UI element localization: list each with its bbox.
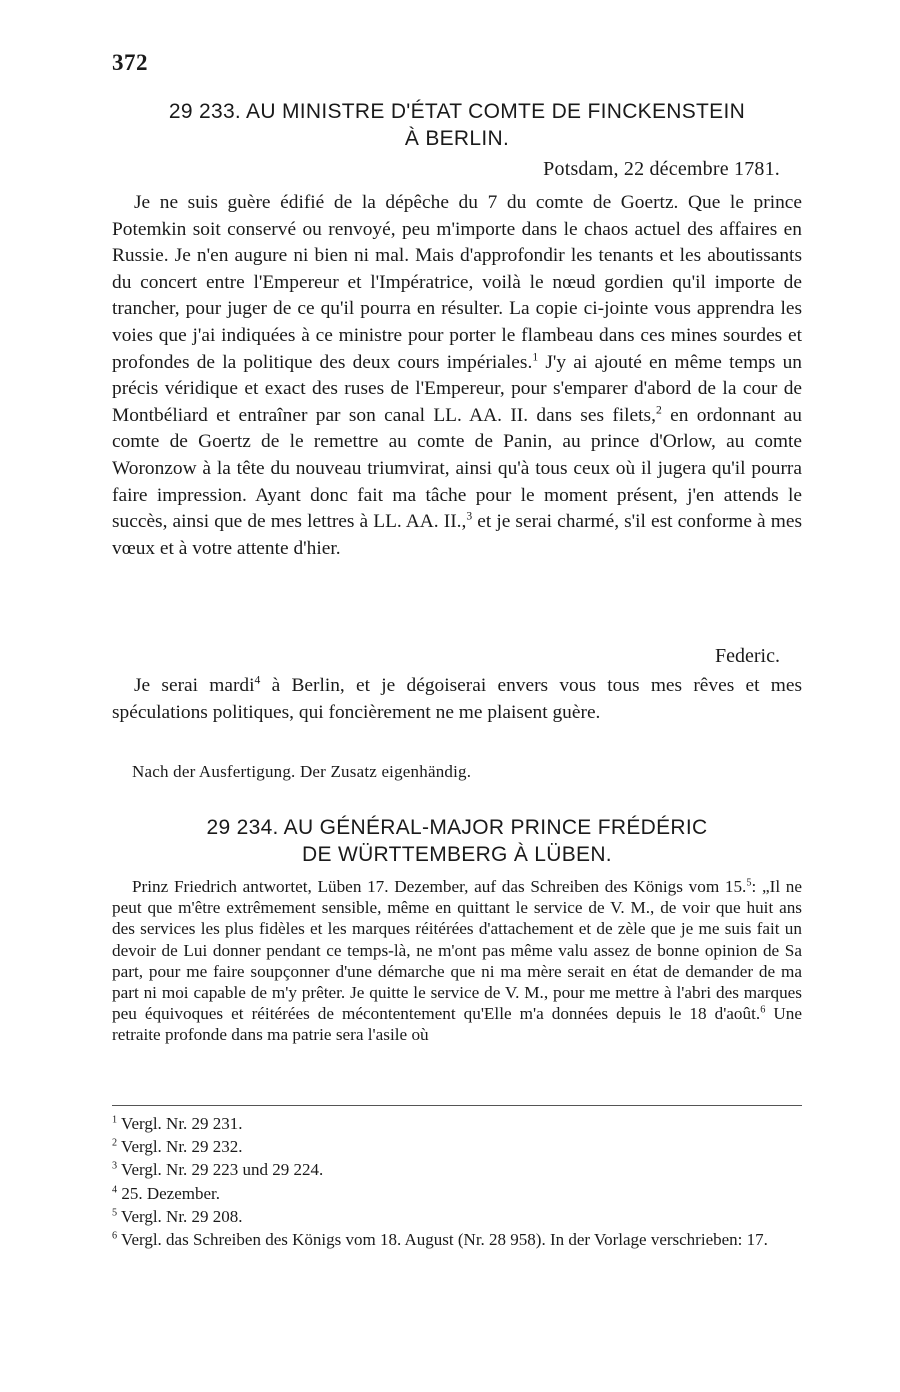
- body-text: à Berlin, et je dégoiserai envers vous tous mes rêves et mes spéculations politiques, qui foncièrement ne me plaisent guère.: [112, 675, 802, 723]
- footnote-ref[interactable]: 1: [532, 350, 539, 364]
- footnote-text: Vergl. Nr. 29 231.: [121, 1114, 243, 1133]
- footnote-ref[interactable]: 2: [655, 403, 662, 417]
- dateline: Potsdam, 22 décembre 1781.: [543, 158, 780, 180]
- footnote-text: Vergl. Nr. 29 223 und 29 224.: [121, 1160, 324, 1180]
- footnote-ref[interactable]: 6: [760, 1004, 766, 1016]
- footnote-mark: 1: [112, 1114, 118, 1126]
- footnote-mark: 2: [112, 1137, 118, 1149]
- footnote-mark: 5: [112, 1207, 118, 1219]
- footnotes-list: [112, 1112, 802, 1251]
- heading-line: DE WÜRTTEMBERG À LÜBEN.: [302, 843, 612, 866]
- footnote-divider: [112, 1105, 802, 1106]
- footnote: [112, 1205, 802, 1228]
- body-text: Je serai mardi: [134, 675, 255, 696]
- postscript: [112, 673, 802, 726]
- footnote: [112, 1182, 802, 1205]
- letter-body-29234: [112, 876, 802, 1046]
- body-text: en ordonnant au comte de Goertz de le remettre au comte de Panin, au prince d'Orlow, au comte Woronzow à la tête du nouveau triumvirat, ainsi qu'à tous ceux où il jugera qu'il pourra faire impression. Ayant donc fait ma tâche pour le moment présent, j'en attends le succès, ainsi que de mes lettres à LL. AA. II.,: [112, 404, 802, 533]
- letter-heading-29234: [112, 814, 802, 868]
- body-text: J'y ai ajouté en même temps un précis véridique et exact des ruses de l'Empereur, pour s'emparer d'abord de la cour de Montbéliard et entraîner par son canal LL. AA. II. dans ses filets,: [112, 351, 802, 426]
- body-text: Prinz Friedrich antwortet, Lüben 17. Dezember, auf das Schreiben des Königs vom 15.: [132, 877, 747, 896]
- footnote-text: 25. Dezember.: [121, 1183, 220, 1203]
- footnote: [112, 1158, 802, 1181]
- footnote-text: Vergl. das Schreiben des Königs vom 18. August (Nr. 28 958). In der Vorlage verschrieben: 17.: [121, 1230, 768, 1250]
- signature: Federic.: [715, 645, 780, 667]
- footnote-text: Vergl. Nr. 29 232.: [121, 1137, 243, 1157]
- body-text: : „Il ne peut que m'être extrêmement sensible, même en quittant le service de V. M., de voir que huit ans des services les plus fidèles et les marques réitérées d'attachement et de zèle que je me suis fait un devoir de Lui donner pendant ce temps-là, ne m'ont pas même valu assez de bonne opinion de Sa part, pour me faire soupçonner d'une démarche que ni ma mère serait en état de demander de ma part ni moi capable de m'y prêter. Je quitte le service de V. M., pour me mettre à l'abri des marques peu équivoques et réitérées de mécontentement qu'Elle m'a données depuis le 18 d'août.: [112, 877, 802, 1024]
- body-text: Une retraite profonde dans ma patrie sera l'asile où: [112, 1004, 802, 1045]
- footnote-text: Vergl. Nr. 29 208.: [121, 1206, 243, 1226]
- footnote-ref[interactable]: 5: [746, 877, 752, 889]
- heading-line: 29 233. AU MINISTRE D'ÉTAT COMTE DE FINCKENSTEIN: [168, 100, 746, 123]
- body-text: Je ne suis guère édifié de la dépêche du 7 du comte de Goertz. Que le prince Potemkin soit conservé ou renvoyé, peu m'importe dans le chaos actuel des affaires en Russie. Je n'en augure ni bien ni mal. Mais d'approfondir les tenants et les aboutissants du concert entre l'Empereur et l'Impératrice, voilà le nœud gordien qu'il importe de trancher, pour juger de ce qu'il pourra en résulter. La copie ci-jointe vous apprendra les voies que j'ai indiquées à ce ministre pour porter le flambeau dans ces mines sourdes et profondes de la politique des deux cours impériales.: [112, 192, 802, 373]
- footnote-mark: 4: [112, 1183, 118, 1195]
- footnote: [112, 1112, 802, 1135]
- footnote-ref[interactable]: 4: [254, 673, 261, 687]
- footnote-mark: 6: [112, 1230, 118, 1242]
- page-number: 372: [112, 50, 148, 75]
- heading-line: 29 234. AU GÉNÉRAL-MAJOR PRINCE FRÉDÉRIC: [206, 816, 708, 839]
- letter-heading-29233: [112, 98, 802, 152]
- footnote: [112, 1135, 802, 1158]
- footnote-mark: 3: [112, 1160, 118, 1172]
- source-note: Nach der Ausfertigung. Der Zusatz eigenhändig.: [132, 762, 472, 781]
- heading-line: À BERLIN.: [404, 127, 510, 150]
- footnote: [112, 1228, 802, 1251]
- body-text: et je serai charmé, s'il est conforme à mes vœux et à votre attente d'hier.: [112, 511, 802, 559]
- footnote-ref[interactable]: 3: [466, 509, 473, 523]
- letter-body-29233: [112, 190, 802, 562]
